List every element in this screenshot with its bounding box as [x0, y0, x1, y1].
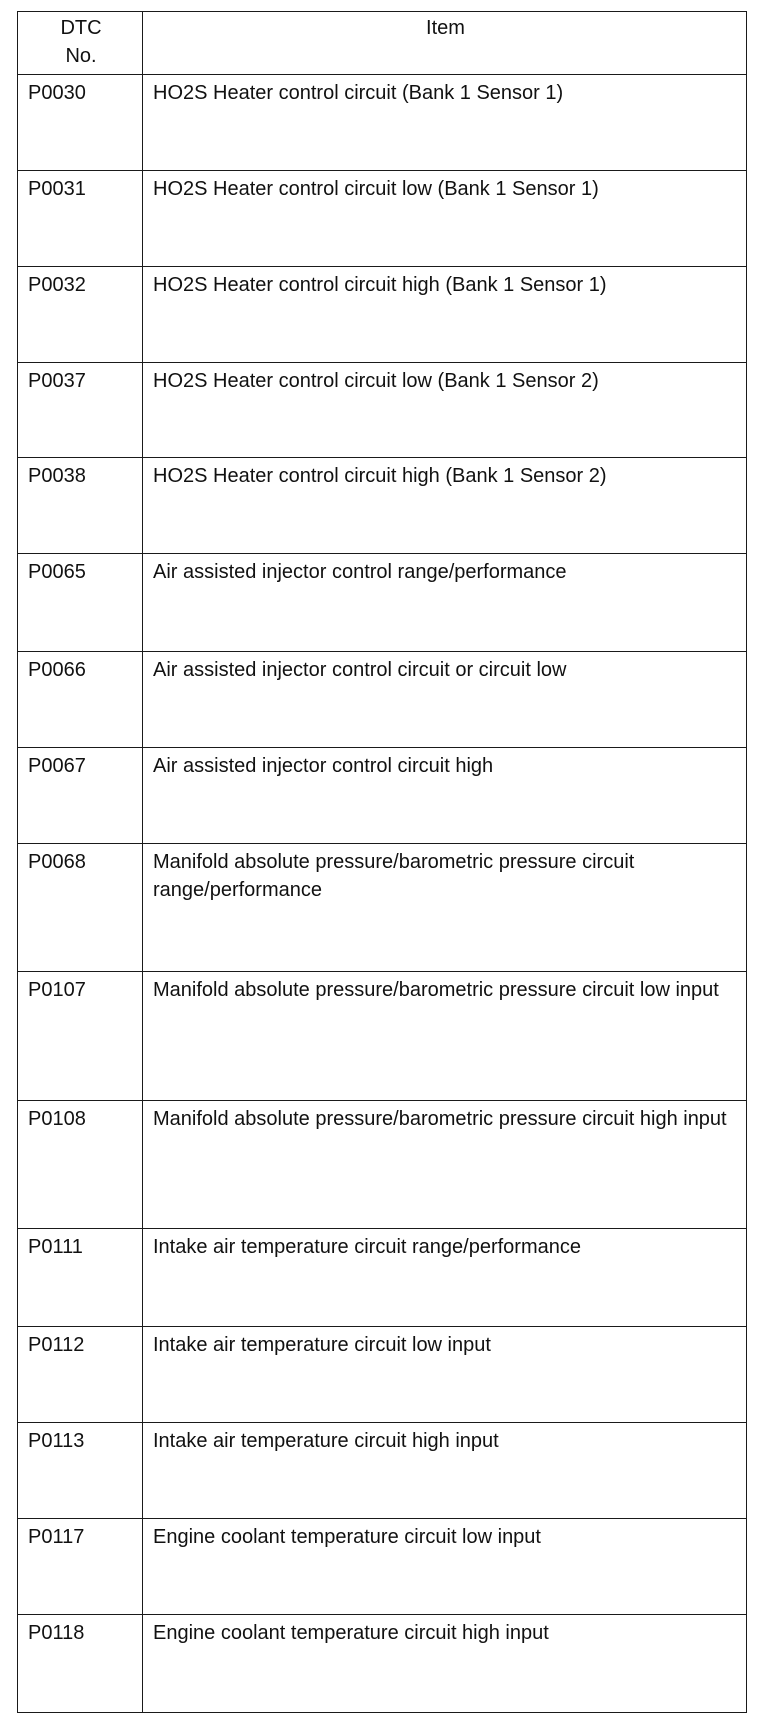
table-row: [18, 362, 747, 458]
dtc-code-cell: P0065: [18, 554, 143, 652]
header-dtc-line2: No.: [65, 45, 97, 67]
dtc-code-cell: P0108: [18, 1100, 143, 1229]
item-cell: HO2S Heater control circuit (Bank 1 Sensor 1): [143, 75, 747, 171]
table-row: [18, 1614, 747, 1712]
header-dtc-no: [18, 12, 143, 75]
dtc-code-cell: P0117: [18, 1519, 143, 1615]
dtc-code-cell: P0112: [18, 1327, 143, 1423]
dtc-code-cell: P0030: [18, 75, 143, 171]
item-cell: Intake air temperature circuit high input: [143, 1423, 747, 1519]
item-cell: Intake air temperature circuit low input: [143, 1327, 747, 1423]
item-cell: Engine coolant temperature circuit high input: [143, 1614, 747, 1712]
header-item: Item: [143, 12, 747, 75]
item-cell: Engine coolant temperature circuit low input: [143, 1519, 747, 1615]
dtc-code-cell: P0066: [18, 652, 143, 748]
table-row: [18, 170, 747, 266]
item-cell: HO2S Heater control circuit low (Bank 1 Sensor 2): [143, 362, 747, 458]
item-cell: Manifold absolute pressure/barometric pressure circuit range/performance: [143, 843, 747, 972]
item-cell: Manifold absolute pressure/barometric pressure circuit high input: [143, 1100, 747, 1229]
item-cell: HO2S Heater control circuit high (Bank 1 Sensor 1): [143, 266, 747, 362]
dtc-code-cell: P0032: [18, 266, 143, 362]
table-row: [18, 458, 747, 554]
dtc-code-cell: P0107: [18, 972, 143, 1101]
dtc-table: [17, 11, 747, 1713]
table-row: [18, 843, 747, 972]
table-row: [18, 1327, 747, 1423]
item-cell: Air assisted injector control range/performance: [143, 554, 747, 652]
dtc-code-cell: P0068: [18, 843, 143, 972]
header-row: [18, 12, 747, 75]
item-cell: HO2S Heater control circuit low (Bank 1 Sensor 1): [143, 170, 747, 266]
table-row: [18, 652, 747, 748]
item-cell: Intake air temperature circuit range/performance: [143, 1229, 747, 1327]
item-cell: Manifold absolute pressure/barometric pressure circuit low input: [143, 972, 747, 1101]
table-row: [18, 266, 747, 362]
table-row: [18, 1100, 747, 1229]
dtc-code-cell: P0031: [18, 170, 143, 266]
dtc-code-cell: P0113: [18, 1423, 143, 1519]
dtc-code-cell: P0118: [18, 1614, 143, 1712]
table-row: [18, 972, 747, 1101]
table-row: [18, 1229, 747, 1327]
header-dtc-line1: DTC: [60, 17, 102, 39]
dtc-code-cell: P0037: [18, 362, 143, 458]
table-row: [18, 75, 747, 171]
dtc-code-cell: P0038: [18, 458, 143, 554]
item-cell: Air assisted injector control circuit high: [143, 748, 747, 844]
table-row: [18, 748, 747, 844]
item-cell: Air assisted injector control circuit or circuit low: [143, 652, 747, 748]
item-cell: HO2S Heater control circuit high (Bank 1 Sensor 2): [143, 458, 747, 554]
table-row: [18, 554, 747, 652]
dtc-code-cell: P0111: [18, 1229, 143, 1327]
table-row: [18, 1423, 747, 1519]
dtc-code-cell: P0067: [18, 748, 143, 844]
table-row: [18, 1519, 747, 1615]
